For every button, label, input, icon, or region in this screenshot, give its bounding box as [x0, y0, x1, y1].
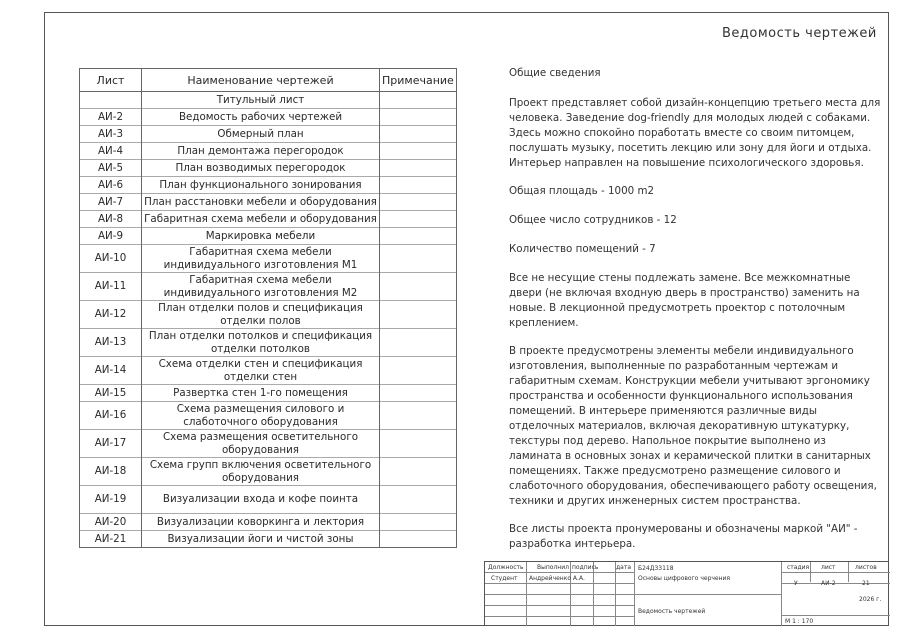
row-note: [380, 357, 457, 385]
table-row: [80, 143, 457, 160]
stamp-stage: У: [794, 580, 798, 587]
row-sheet: АИ-20: [80, 514, 142, 531]
drawings-table: [79, 68, 457, 548]
row-sheet: АИ-3: [80, 126, 142, 143]
row-note: [380, 385, 457, 402]
row-name: Обмерный план: [142, 126, 380, 143]
row-note: [380, 245, 457, 273]
row-sheet: АИ-5: [80, 160, 142, 177]
row-name: Схема групп включения осветительного оборудования: [142, 458, 380, 486]
row-name: План расстановки мебели и оборудования: [142, 194, 380, 211]
table-row: [80, 194, 457, 211]
table-row: [80, 228, 457, 245]
row-note: [380, 143, 457, 160]
stamp-stage-label: стадия: [787, 564, 810, 571]
table-row: [80, 458, 457, 486]
row-sheet: АИ-13: [80, 329, 142, 357]
table-row: [80, 245, 457, 273]
stamp-course: Основы цифрового черчения: [638, 575, 731, 582]
row-sheet: АИ-12: [80, 301, 142, 329]
table-row: [80, 92, 457, 109]
stamp-code: Б24Д33118: [638, 565, 674, 572]
stamp-col-position: Должность: [488, 564, 524, 571]
stamp-scale: М 1 : 170: [785, 618, 814, 625]
table-row: [80, 385, 457, 402]
row-name: Схема размещения осветительного оборудования: [142, 430, 380, 458]
header-sheet: Лист: [80, 69, 142, 92]
row-sheet: АИ-6: [80, 177, 142, 194]
row-name: Схема отделки стен и спецификация отделки стен: [142, 357, 380, 385]
row-note: [380, 177, 457, 194]
row-sheet: АИ-15: [80, 385, 142, 402]
row-note: [380, 228, 457, 245]
stamp-sheet-label: лист: [821, 564, 836, 571]
row-name: Габаритная схема мебели индивидуального изготовления М1: [142, 245, 380, 273]
row-note: [380, 531, 457, 548]
row-name: Титульный лист: [142, 92, 380, 109]
row-note: [380, 194, 457, 211]
row-name: План отделки потолков и спецификация отделки потолков: [142, 329, 380, 357]
row-sheet: АИ-2: [80, 109, 142, 126]
row-note: [380, 329, 457, 357]
row-name: План демонтажа перегородок: [142, 143, 380, 160]
row-sheet: АИ-17: [80, 430, 142, 458]
notes-rooms: Количество помещений - 7: [509, 243, 656, 255]
stamp-executor: Андрейченко А.А.: [529, 575, 585, 582]
row-name: План возводимых перегородок: [142, 160, 380, 177]
row-note: [380, 458, 457, 486]
row-note: [380, 486, 457, 514]
row-name: Габаритная схема мебели индивидуального изготовления М2: [142, 273, 380, 301]
row-name: Ведомость рабочих чертежей: [142, 109, 380, 126]
table-row: [80, 211, 457, 228]
title-block: [484, 561, 889, 626]
row-note: [380, 92, 457, 109]
row-sheet: АИ-16: [80, 402, 142, 430]
table-row: [80, 531, 457, 548]
header-note: Примечание: [380, 69, 457, 92]
notes-numbering: Все листы проекта пронумерованы и обозначены маркой "АИ" - разработка интерьера.: [509, 523, 858, 550]
row-name: Маркировка мебели: [142, 228, 380, 245]
row-sheet: АИ-18: [80, 458, 142, 486]
table-row: [80, 177, 457, 194]
row-sheet: АИ-14: [80, 357, 142, 385]
row-sheet: АИ-10: [80, 245, 142, 273]
stamp-position: Студент: [491, 575, 518, 582]
row-name: План функционального зонирования: [142, 177, 380, 194]
table-row: [80, 430, 457, 458]
row-name: Визуализации йоги и чистой зоны: [142, 531, 380, 548]
sheet-title: Ведомость чертежей: [722, 26, 877, 41]
row-note: [380, 402, 457, 430]
row-sheet: АИ-8: [80, 211, 142, 228]
notes-heading: Общие сведения: [509, 67, 601, 79]
row-sheet: АИ-7: [80, 194, 142, 211]
row-note: [380, 301, 457, 329]
stamp-col-executed: Выполнил: [537, 564, 569, 571]
table-header: [80, 69, 457, 92]
table-row: [80, 126, 457, 143]
notes-staff: Общее число сотрудников - 12: [509, 214, 677, 226]
row-name: Визуализации входа и кофе поинта: [142, 486, 380, 514]
row-sheet: АИ-4: [80, 143, 142, 160]
table-row: [80, 273, 457, 301]
row-note: [380, 514, 457, 531]
row-name: Визуализации коворкинга и лектория: [142, 514, 380, 531]
table-row: [80, 160, 457, 177]
notes-area: Общая площадь - 1000 m2: [509, 185, 655, 197]
row-sheet: АИ-21: [80, 531, 142, 548]
notes-intro: Проект представляет собой дизайн-концепцию третьего места для человека. Заведение dog-friendly для молодых людей с собаками. Здесь можно спокойно поработать вместе со своим питомцем, послушать музыку, посетить лекцию или зону для йоги и отдыха. Интерьер направлен на повышение психологического здоровья.: [509, 97, 881, 169]
row-name: План отделки полов и спецификация отделки полов: [142, 301, 380, 329]
stamp-doc-name: Ведомость чертежей: [638, 608, 706, 615]
notes-furniture: В проекте предусмотрены элементы мебели индивидуального изготовления, выполненные по разработанным чертежам и габаритным схемам. Конструкции мебели учитывают эргономику пространства и особенности функционального использования помещений. В интерьере применяются различные виды отделочных материалов, включая декоративную штукатурку, текстуры под дерево. Напольное покрытие выполнено из ламината в основных зонах и керамической плитки в санитарных помещениях. Также предусмотрено размещение силового и слаботочного оборудования, обеспечивающего работу освещения, техники и других инженерных систем пространства.: [509, 345, 877, 507]
general-notes: [509, 66, 881, 552]
row-note: [380, 109, 457, 126]
row-note: [380, 211, 457, 228]
stamp-col-signature: подпись: [572, 564, 599, 571]
row-note: [380, 160, 457, 177]
table-row: [80, 301, 457, 329]
row-sheet: АИ-9: [80, 228, 142, 245]
row-note: [380, 273, 457, 301]
table-row: [80, 109, 457, 126]
header-name: Наименование чертежей: [142, 69, 380, 92]
row-sheet: АИ-11: [80, 273, 142, 301]
row-sheet: [80, 92, 142, 109]
table-row: [80, 329, 457, 357]
row-sheet: АИ-19: [80, 486, 142, 514]
stamp-year: 2026 г.: [859, 596, 882, 603]
row-name: Габаритная схема мебели и оборудования: [142, 211, 380, 228]
table-row: [80, 486, 457, 514]
table-row: [80, 514, 457, 531]
stamp-sheets: 21: [862, 580, 870, 587]
table-row: [80, 357, 457, 385]
row-name: Схема размещения силового и слаботочного оборудования: [142, 402, 380, 430]
row-name: Развертка стен 1-го помещения: [142, 385, 380, 402]
table-row: [80, 402, 457, 430]
notes-walls: Все не несущие стены подлежать замене. Все межкомнатные двери (не включая входную дверь в пространство) заменить на новые. В лекционной предусмотреть проектор с потолочным креплением.: [509, 272, 860, 329]
stamp-sheets-label: листов: [855, 564, 877, 571]
stamp-sheet: АИ-2: [821, 580, 836, 587]
row-note: [380, 430, 457, 458]
stamp-col-date: дата: [616, 564, 631, 571]
row-note: [380, 126, 457, 143]
